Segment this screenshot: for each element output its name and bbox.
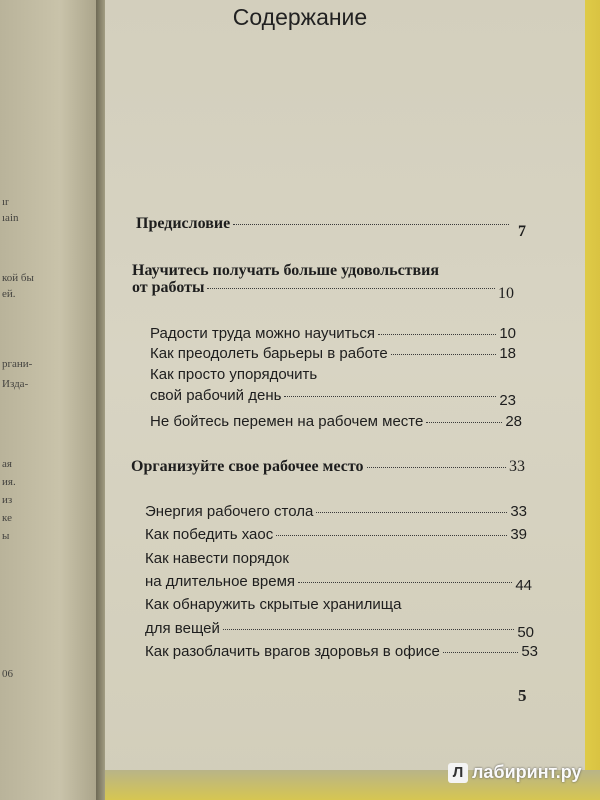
toc-entry [150,345,516,362]
labirint-watermark [448,762,582,783]
toc-entry-page: 18 [499,345,516,362]
toc-entry-title-cont: свой рабочий день [150,387,282,404]
toc-entry-page: 10 [498,285,514,302]
left-page-fragment: Изда- [2,378,29,390]
leader-dots [233,224,509,225]
toc-entry [150,325,516,342]
left-page-fragment: ей. [2,288,16,300]
left-page-fragment: ıain [2,212,19,224]
toc-entry-title: Как победить хаос [145,526,274,543]
toc-entry-title: Научитесь получать больше удовольствия [132,262,440,279]
leader-dots [367,467,507,468]
toc-entry-title: Предисловие [136,215,231,232]
left-page-fragment: ргани- [2,358,33,370]
toc-entry-title: Не бойтесь перемен на рабочем месте [150,413,424,430]
toc-entry-title-cont: для вещей [145,620,220,637]
leader-dots [207,288,495,289]
leader-dots [223,629,514,630]
toc-entry-title: Как навести порядок [145,550,289,567]
toc-entry-page: 10 [499,325,516,342]
toc-entry-page: 7 [518,223,526,240]
toc-entry-page: 50 [517,624,534,641]
toc-entry-page: 33 [510,503,527,520]
watermark-text: лабиринт.ру [472,762,582,782]
leader-dots [276,535,507,536]
toc-entry [132,279,514,302]
leader-dots [391,354,497,355]
toc-entry-page: 33 [509,458,525,475]
left-page-fragment: ır [2,196,9,208]
leader-dots [284,396,496,397]
toc-entry-page: 28 [505,413,522,430]
left-page-fragment: ы [2,530,10,542]
toc-entry [145,620,534,641]
page-number: 5 [518,686,527,705]
toc-entry-title: Как просто упорядочить [150,366,318,383]
toc-entry-page: 39 [510,526,527,543]
toc-entry-page: 23 [499,392,516,409]
leader-dots [443,652,518,653]
toc-entry-title-cont: на длительное время [145,573,296,590]
contents-heading: Содержание [232,4,368,30]
left-page-fragment: ия. [2,476,16,488]
toc-entry-title: Как обнаружить скрытые хранилища [145,596,402,613]
toc-entry-page: 53 [521,643,538,660]
leader-dots [298,582,512,583]
toc-entry [145,643,538,660]
toc-entry [150,413,522,430]
toc-entry-page: 44 [515,577,532,594]
toc-entry-title: Как преодолеть барьеры в работе [150,345,388,362]
leader-dots [378,334,496,335]
left-page-fragment: 06 [2,668,13,680]
leader-dots [316,512,507,513]
labirint-logo-icon: Л [448,763,468,783]
toc-entry [145,573,532,594]
toc-entry-title: Как разоблачить врагов здоровья в офисе [145,643,440,660]
toc-entry [136,215,526,240]
toc-entry-title: Энергия рабочего стола [145,503,314,520]
toc-entry-title-cont: от работы [132,279,205,296]
left-page-fragment: ке [2,512,12,524]
leader-dots [426,422,502,423]
left-page-fragment: ая [2,458,12,470]
toc-entry [145,526,527,543]
toc-entry-title: Радости труда можно научиться [150,325,375,342]
toc-entry [131,458,525,476]
toc-entry [145,503,527,520]
toc-entry [150,387,516,409]
toc-entry-title: Организуйте свое рабочее место [131,458,364,475]
left-page-fragment: из [2,494,13,506]
left-page-fragment: кой бы [2,272,34,284]
